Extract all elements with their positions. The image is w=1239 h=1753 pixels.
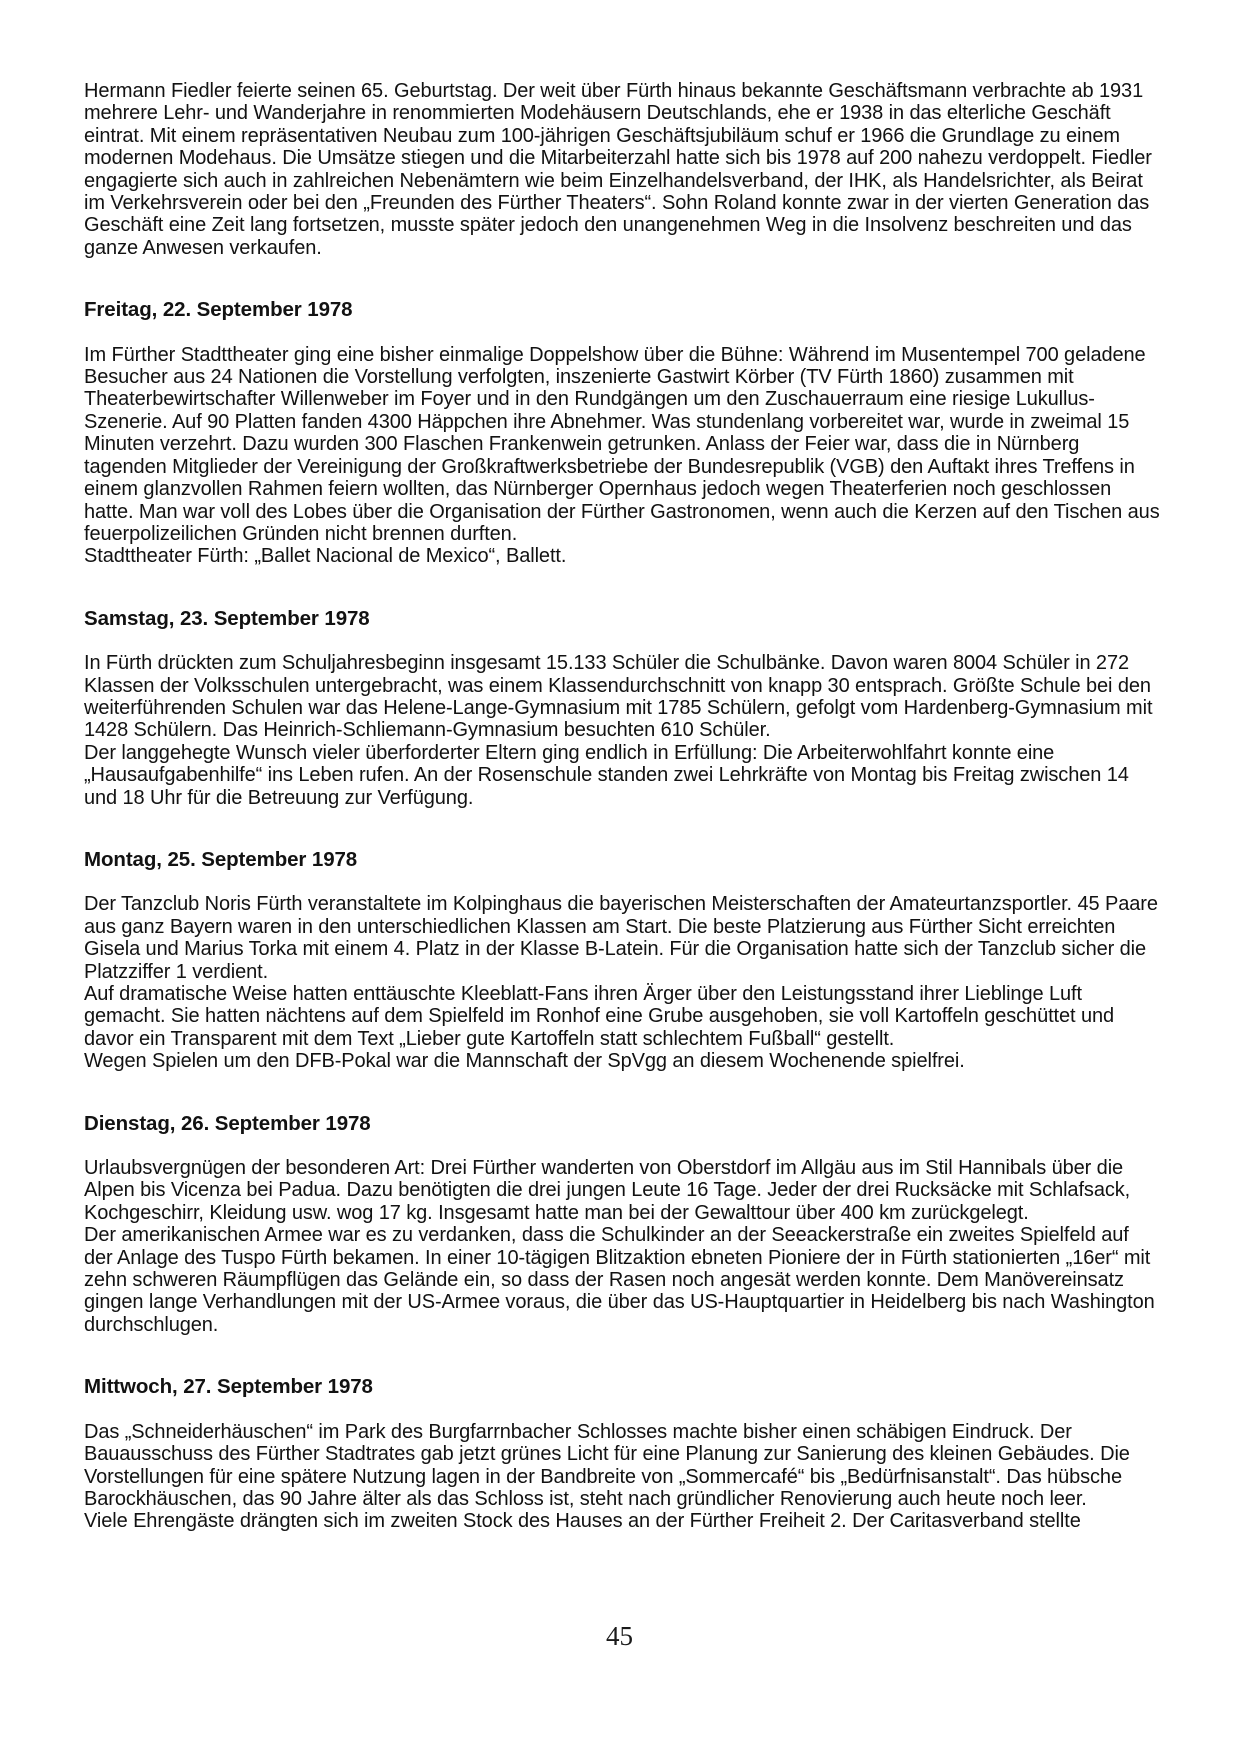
date-heading: Mittwoch, 27. September 1978 [84, 1375, 373, 1399]
date-heading: Freitag, 22. September 1978 [84, 298, 353, 322]
body-paragraph: Viele Ehrengäste drängten sich im zweiten Stock des Hauses an der Fürther Freiheit 2. Der Caritasverband stellte [84, 1510, 1081, 1533]
body-paragraph: Der langgehegte Wunsch vieler überforderter Eltern ging endlich in Erfüllung: Die Arbeiterwohlfahrt konnte eine „Hausaufgabenhilfe“ ins Leben rufen. An der Rosenschule standen zwei Lehrkräfte von Montag bis Freitag zwischen 14 und 18 Uhr für die Betreuung zur Verfügung. [84, 741, 1129, 809]
chronicle-section [84, 80, 1162, 259]
body-paragraph: Auf dramatische Weise hatten enttäuschte Kleeblatt-Fans ihren Ärger über den Leistungsstand ihrer Lieblinge Luft gemacht. Sie hatten nächtens auf dem Spielfeld im Ronhof eine Grube ausgehoben, sie voll Kartoffeln geschüttet und davor ein Transparent mit dem Text „Lieber gute Kartoffeln statt schlechtem Fußball“ gestellt. [84, 983, 1115, 1050]
body-paragraph: Wegen Spielen um den DFB-Pokal war die Mannschaft der SpVgg an diesem Wochenende spielfrei. [84, 1050, 965, 1073]
body-paragraph: Im Fürther Stadttheater ging eine bisher einmalige Doppelshow über die Bühne: Während im Musentempel 700 geladene Besucher aus 24 Nationen die Vorstellung verfolgten, inszenierte Gastwirt Körber (TV Fürth 1860) zusammen mit Theaterbewirtschafter Willenweber im Foyer und in den Rundgängen um den Zuschauerraum eine riesige Lukullus-Szenerie. Auf 90 Platten fanden 4300 Häppchen ihre Abnehmer. Was stundenlang vorbereitet war, wurde in zweimal 15 Minuten verzehrt. Dazu wurden 300 Flaschen Frankenwein getrunken. Anlass der Feier war, dass die in Nürnberg tagenden Mitglieder der Vereinigung der Großkraftwerksbetriebe der Bundesrepublik (VGB) den Auftakt ihres Treffens in einem glanzvollen Rahmen feiern wollten, das Nürnberger Opernhaus jedoch wegen Theaterferien noch geschlossen hatte. Man war voll des Lobes über die Organisation der Fürther Gastronomen, wenn auch die Kerzen auf den Tischen aus feuerpolizeilichen Gründen nicht brennen durften. [84, 343, 1160, 545]
page-number: 45 [606, 1621, 633, 1651]
body-paragraph: Stadttheater Fürth: „Ballet Nacional de Mexico“, Ballett. [84, 545, 567, 568]
document-body [84, 80, 1162, 1533]
chronicle-section [84, 299, 1162, 567]
body-paragraph: Der amerikanischen Armee war es zu verdanken, dass die Schulkinder an der Seeackerstraße ein zweites Spielfeld auf der Anlage des Tuspo Fürth bekamen. In einer 10-tägigen Blitzaktion ebneten Pioniere der in Fürth stationierten „16er“ mit zehn schweren Räumpflügen das Gelände ein, so dass der Rasen noch angesät werden konnte. Dem Manövereinsatz gingen lange Verhandlungen mit der US-Armee voraus, die über das US-Hauptquartier in Heidelberg bis nach Washington durchschlugen. [84, 1224, 1155, 1336]
chronicle-section [84, 608, 1162, 809]
chronicle-section [84, 1113, 1162, 1337]
date-heading: Samstag, 23. September 1978 [84, 606, 370, 630]
date-heading: Dienstag, 26. September 1978 [84, 1111, 371, 1135]
date-heading: Montag, 25. September 1978 [84, 847, 358, 871]
body-paragraph: Hermann Fiedler feierte seinen 65. Geburtstag. Der weit über Fürth hinaus bekannte Geschäftsmann verbrachte ab 1931 mehrere Lehr- und Wanderjahre in renommierten Modehäusern Deutschlands, ehe er 1938 in das elterliche Geschäft eintrat. Mit einem repräsentativen Neubau zum 100-jährigen Geschäftsjubiläum schuf er 1966 die Grundlage zu einem modernen Modehaus. Die Umsätze stiegen und die Mitarbeiterzahl hatte sich bis 1978 auf 200 nahezu verdoppelt. Fiedler engagierte sich auch in zahlreichen Nebenämtern wie beim Einzelhandelsverband, der IHK, als Handelsrichter, als Beirat im Verkehrsverein oder bei den „Freunden des Fürther Theaters“. Sohn Roland konnte zwar in der vierten Generation das Geschäft eine Zeit lang fortsetzen, musste später jedoch den unangenehmen Weg in die Insolvenz beschreiten und das ganze Anwesen verkaufen. [84, 80, 1152, 259]
chronicle-section [84, 1376, 1162, 1532]
chronicle-section [84, 849, 1162, 1073]
body-paragraph: In Fürth drückten zum Schuljahresbeginn insgesamt 15.133 Schüler die Schulbänke. Davon waren 8004 Schüler in 272 Klassen der Volksschulen untergebracht, was einem Klassendurchschnitt von knapp 30 entsprach. Größte Schule bei den weiterführenden Schulen war das Helene-Lange-Gymnasium mit 1785 Schülern, gefolgt vom Hardenberg-Gymnasium mit 1428 Schülern. Das Heinrich-Schliemann-Gymnasium besuchten 610 Schüler. [84, 652, 1153, 742]
body-paragraph: Der Tanzclub Noris Fürth veranstaltete im Kolpinghaus die bayerischen Meisterschaften der Amateurtanzsportler. 45 Paare aus ganz Bayern waren in den unterschiedlichen Klassen am Start. Die beste Platzierung aus Fürther Sicht erreichten Gisela und Marius Torka mit einem 4. Platz in der Klasse B-Latein. Für die Organisation hatte sich der Tanzclub sicher die Platzziffer 1 verdient. [84, 893, 1158, 983]
body-paragraph: Urlaubsvergnügen der besonderen Art: Drei Fürther wanderten von Oberstdorf im Allgäu aus im Stil Hannibals über die Alpen bis Vicenza bei Padua. Dazu benötigten die drei jungen Leute 16 Tage. Jeder der drei Rucksäcke mit Schlafsack, Kochgeschirr, Kleidung usw. wog 17 kg. Insgesamt hatte man bei der Gewalttour über 400 km zurückgelegt. [84, 1157, 1131, 1224]
body-paragraph: Das „Schneiderhäuschen“ im Park des Burgfarrnbacher Schlosses machte bisher einen schäbigen Eindruck. Der Bauausschuss des Fürther Stadtrates gab jetzt grünes Licht für eine Planung zur Sanierung des kleinen Gebäudes. Die Vorstellungen für eine spätere Nutzung lagen in der Bandbreite von „Sommercafé“ bis „Bedürfnisanstalt“. Das hübsche Barockhäuschen, das 90 Jahre älter als das Schloss ist, steht nach gründlicher Renovierung auch heute noch leer. [84, 1420, 1130, 1510]
